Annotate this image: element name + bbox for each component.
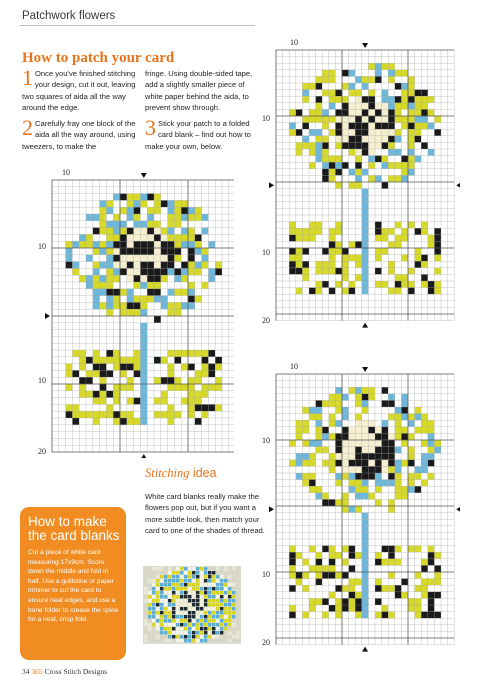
stitching-idea-title-a: Stitching (145, 466, 190, 480)
card-blanks-text: Cut a piece of white card measuring 17x9cm. Score down the middle and fold in half. Use a guillotine or paper trimmer to cut the card to ensure neat edges, and use a bone folder to crease the spine for a neat, crisp fold. (28, 549, 119, 624)
stitching-idea-text: White card blanks really make the flowers pop out, but if you want a more subtle look, then match your card to one of the shades of thread. (145, 492, 265, 536)
chart-top-right (262, 38, 460, 328)
chart-top-right-side-label-b: 10 (262, 248, 270, 257)
chart-left (38, 168, 234, 458)
step-3-number: 3 (145, 115, 156, 140)
card-blanks-title: How to make the card blanks (28, 514, 120, 543)
chart-top-right-top-label: 10 (290, 38, 298, 47)
stitched-sample-photo (143, 566, 241, 644)
stitching-idea-title-b: idea (189, 466, 217, 480)
chart-left-side-label-a: 10 (38, 242, 46, 251)
step-1 (22, 65, 140, 114)
how-to-title: How to patch your card (22, 50, 175, 66)
step-1-number: 1 (22, 65, 33, 90)
footer-page-number: 34 (22, 667, 30, 676)
card-blanks-box (20, 507, 126, 660)
step-3 (145, 115, 257, 152)
chart-bottom-right-side-label-c: 20 (262, 638, 270, 647)
chart-bottom-right-top-label: 10 (290, 362, 298, 371)
chart-bottom-right-side-label-b: 10 (262, 570, 270, 579)
chart-left-top-label: 10 (62, 168, 70, 177)
chart-bottom-right (262, 362, 460, 652)
step-2 (22, 115, 140, 152)
chart-left-grid (38, 168, 234, 458)
step-2-text: Carefully fray one block of the aida all the way around, using tweezers, to make the (22, 119, 136, 151)
chart-left-side-label-c: 20 (38, 447, 46, 456)
chart-top-right-grid (262, 38, 460, 328)
step-2-continued: fringe. Using double-sided tape, add a slightly smaller piece of white paper behind the aida, to prevent show through. (145, 69, 253, 113)
chart-bottom-right-side-label-a: 10 (262, 436, 270, 445)
step-1-text: Once you've finished stitching your design, cut it out, leaving two squares of aida all the way around the edge. (22, 69, 136, 113)
step-3-text: Stick your patch to a folded card blank – find out how to make your own, below. (145, 119, 251, 151)
page-footer (22, 667, 107, 676)
step-2-number: 2 (22, 115, 33, 140)
chart-bottom-right-grid (262, 362, 460, 652)
chart-top-right-side-label-c: 20 (262, 316, 270, 325)
section-header: Patchwork flowers (22, 10, 116, 22)
stitching-idea-title (145, 466, 217, 481)
header-rule (20, 25, 255, 26)
footer-title: Cross Stitch Designs (44, 667, 108, 676)
chart-top-right-side-label-a: 10 (262, 114, 270, 123)
chart-left-side-label-b: 10 (38, 376, 46, 385)
footer-brand: 365 (31, 667, 43, 676)
